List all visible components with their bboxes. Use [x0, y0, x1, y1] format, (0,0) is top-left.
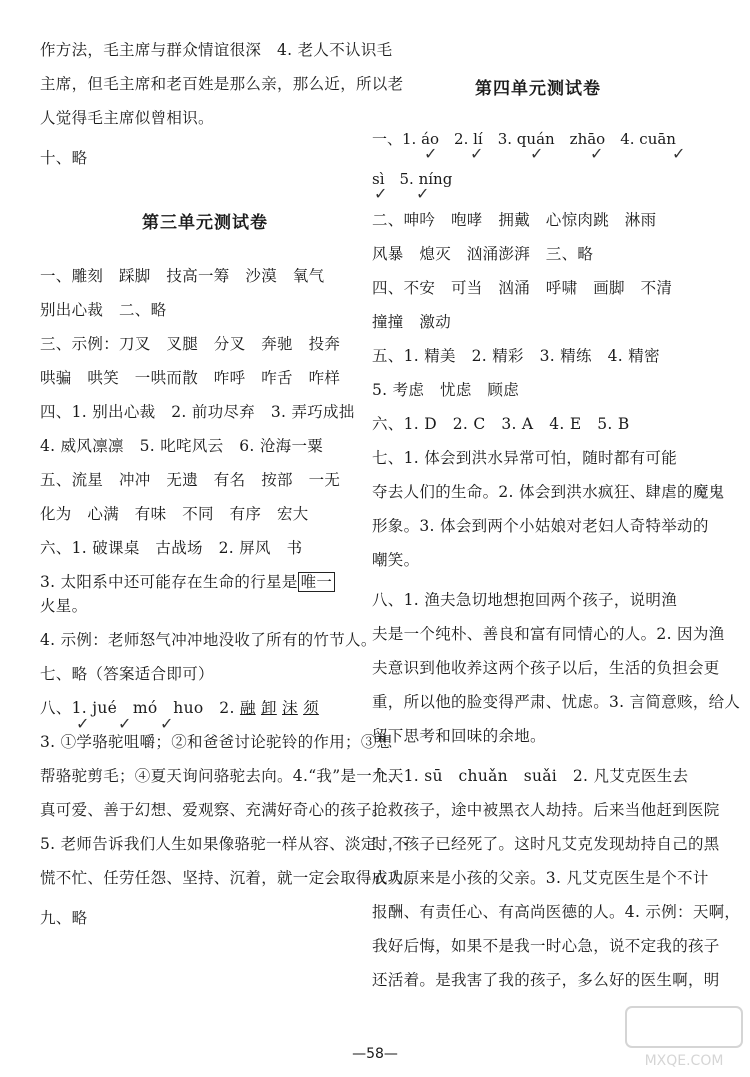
answer-line: 一、雕刻 踩脚 技高一筹 沙漠 氧气 [40, 267, 325, 285]
answer-text: 3. 太阳系中还可能存在生命的行星是 [40, 573, 298, 591]
answer-line: 七、略（答案适合即可） [40, 665, 214, 683]
check-mark-icon: ✓ [424, 144, 438, 163]
answer-line: 九、1. sū chuǎn suǎi 2. 凡艾克医生去 [372, 767, 689, 785]
check-mark-icon: ✓ [76, 714, 90, 733]
answer-line: 报酬、有责任心、有高尚医德的人。4. 示例：天啊， [372, 903, 741, 921]
pinyin-answers: 一、1. áo 2. lí 3. quán zhāo 4. cuān [372, 130, 676, 148]
answer-line: 哄骗 哄笑 一哄而散 咋呼 咋舌 咋样 [40, 369, 341, 387]
check-marks [372, 144, 704, 168]
watermark-logo [624, 1003, 744, 1073]
answer-line: 夺去人们的生命。2. 体会到洪水疯狂、肆虐的魔鬼 [372, 483, 725, 501]
text-line: 主席，但毛主席和老百姓是那么亲，那么近，所以老 [40, 75, 404, 93]
answer-section-10: 十、略 [40, 149, 88, 167]
answer-line: 5. 老师告诉我们人生如果像骆驼一样从容、淡定、不 [40, 835, 409, 853]
answer-line [40, 696, 370, 733]
answer-line: 夫意识到他收养这两个孩子以后，生活的负担会更 [372, 659, 720, 677]
answer-line: 五、流星 冲冲 无遗 有名 按部 一无 [40, 471, 341, 489]
check-mark-icon: ✓ [530, 144, 544, 163]
check-mark-icon: ✓ [416, 184, 430, 203]
answer-line: 四、1. 别出心裁 2. 前功尽弃 3. 弄巧成拙 [40, 403, 355, 421]
answer-line: 帮骆驼剪毛；④夏天询问骆驼去向。4.“我”是一个天 [40, 767, 404, 785]
answer-line: 四、不安 可当 汹涌 呼啸 画脚 不清 [372, 279, 673, 297]
answer-line: 还活着。是我害了我的孩子，多么好的医生啊，明 [372, 971, 720, 989]
answer-line: 4. 威风凛凛 5. 叱咤风云 6. 沧海一粟 [40, 437, 324, 455]
answer-line: 七、1. 体会到洪水异常可怕，随时都有可能 [372, 449, 678, 467]
answer-line: 六、1. D 2. C 3. A 4. E 5. B [372, 415, 630, 433]
check-mark-icon: ✓ [118, 714, 132, 733]
unit4-title: 第四单元测试卷 [475, 79, 601, 99]
answer-line: 风暴 熄灭 汹涌澎湃 三、略 [372, 245, 594, 263]
answer-line: 八、1. 渔夫急切地想抱回两个孩子，说明渔 [372, 591, 678, 609]
answer-line: 别出心裁 二、略 [40, 301, 167, 319]
answer-line: 二、呻吟 咆哮 拥戴 心惊肉跳 淋雨 [372, 211, 657, 229]
answer-line [40, 570, 370, 594]
answer-line: 真可爱、善于幻想、爱观察、充满好奇心的孩子。 [40, 801, 388, 819]
answer-line: 嘲笑。 [372, 551, 420, 569]
watermark-text: MXQE.COM [644, 1053, 724, 1069]
answer-line: 我好后悔，如果不是我一时心急，说不定我的孩子 [372, 937, 720, 955]
answer-line: 夫是一个纯朴、善良和富有同情心的人。2. 因为渔 [372, 625, 725, 643]
answer-line: 重，所以他的脸变得严肃、忧虑。3. 言简意赅，给人 [372, 693, 741, 711]
check-mark-icon: ✓ [160, 714, 174, 733]
answer-line: 慌不忙、任劳任怨、坚持、沉着，就一定会取得成功。 [40, 869, 420, 887]
answer-line: 化为 心满 有味 不同 有序 宏大 [40, 505, 309, 523]
underlined-word: 融 [239, 699, 256, 717]
answer-line: 3. ①学骆驼咀嚼；②和爸爸讨论驼铃的作用；③想 [40, 733, 393, 751]
underlined-word: 卸 [260, 699, 277, 717]
page-number: —58— [352, 1046, 398, 1062]
answer-line: 三、示例：刀叉 叉腿 分叉 奔驰 投奔 [40, 335, 341, 353]
check-mark-icon: ✓ [672, 144, 686, 163]
unit3-title: 第三单元测试卷 [142, 213, 268, 233]
answer-section-9: 九、略 [40, 909, 88, 927]
check-mark-icon: ✓ [374, 184, 388, 203]
underlined-word: 须 [303, 699, 319, 717]
answer-line: 留下思考和回味的余地。 [372, 727, 546, 745]
pinyin-answers: 八、1. jué mó huo 2. [40, 699, 235, 717]
answer-line: 5. 考虑 忧虑 顾虑 [372, 381, 520, 399]
pinyin-answers: sì 5. níng [372, 170, 453, 188]
answer-line: 时，孩子已经死了。这时凡艾克发现劫持自己的黑 [372, 835, 720, 853]
text-line: 人觉得毛主席似曾相识。 [40, 109, 214, 127]
right-column [372, 38, 741, 992]
check-marks [372, 184, 704, 208]
boxed-word: 唯一 [298, 572, 336, 592]
underlined-word: 沫 [282, 699, 298, 717]
answer-line: 抢救孩子，途中被黑衣人劫持。后来当他赶到医院 [372, 801, 720, 819]
answer-line: 形象。3. 体会到两个小姑娘对老妇人奇特举动的 [372, 517, 709, 535]
text-line: 作方法，毛主席与群众情谊很深 4. 老人不认识毛 [40, 41, 393, 59]
answer-line: 五、1. 精美 2. 精彩 3. 精练 4. 精密 [372, 347, 660, 365]
answer-line: 撞撞 激动 [372, 313, 452, 331]
answer-line: 衣人原来是小孩的父亲。3. 凡艾克医生是个不计 [372, 869, 709, 887]
answer-line: 火星。 [40, 597, 88, 615]
check-mark-icon: ✓ [590, 144, 604, 163]
check-mark-icon: ✓ [470, 144, 484, 163]
answer-line: 六、1. 破课桌 古战场 2. 屏风 书 [40, 539, 303, 557]
answer-line: 4. 示例：老师怒气冲冲地没收了所有的竹节人。 [40, 631, 377, 649]
